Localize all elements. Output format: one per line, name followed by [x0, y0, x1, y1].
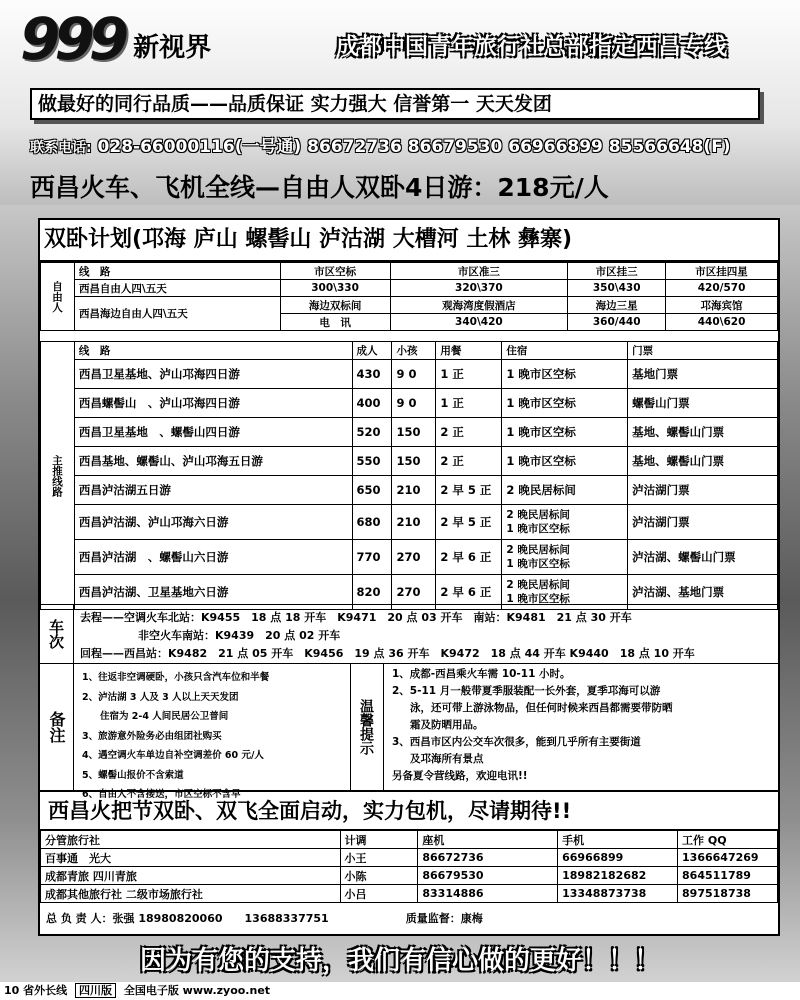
- route-ticket: 泸沽湖、基地门票: [628, 575, 778, 610]
- agency-cell: 13348873738: [558, 885, 678, 903]
- route-stay-line: 2 晚民居标间: [506, 509, 570, 521]
- route-stay-line: 2 晚民居标间: [506, 544, 570, 556]
- footer-site: 全国电子版 www.zyoo.net: [123, 984, 271, 997]
- route-stay-line: 1 晚市区空标: [506, 558, 570, 570]
- routes-header-cell: 用餐: [436, 342, 502, 360]
- agency-table: [40, 830, 778, 903]
- free-header-cell: 市区空标: [280, 263, 390, 280]
- note-item: 6、自由人不含接送，市区空标不含早: [82, 789, 241, 800]
- route-meal: 2 正: [436, 447, 502, 476]
- route-row: [41, 447, 778, 476]
- agency-cell: 864511789: [678, 867, 778, 885]
- agency-header-cell: 计调: [340, 831, 418, 849]
- footer: [0, 982, 800, 1000]
- route-row: [41, 389, 778, 418]
- route-adult-price: 680: [352, 505, 392, 540]
- route-stay-line: 2 晚民居标间: [506, 579, 570, 591]
- free-cell: 420/570: [666, 280, 778, 297]
- route-stay-line: 1 晚市区空标: [506, 523, 570, 535]
- route-child-price: 210: [392, 505, 436, 540]
- route-adult-price: 770: [352, 540, 392, 575]
- train-schedule: [40, 604, 778, 664]
- route-adult-price: 550: [352, 447, 392, 476]
- free-cell: 440\620: [666, 314, 778, 331]
- tip-item: 3、西昌市区内公交车次很多，能到几乎所有主要街道: [392, 736, 641, 748]
- route-meal: 1 正: [436, 360, 502, 389]
- route-name: 西昌泸沽湖五日游: [74, 476, 352, 505]
- route-meal: 2 早 5 正: [436, 476, 502, 505]
- tips-list: [392, 666, 776, 785]
- route-meal: 2 正: [436, 418, 502, 447]
- note-item: 5、螺髻山报价不含索道: [82, 769, 184, 781]
- route-meal: 2 早 5 正: [436, 505, 502, 540]
- routes-header-cell: 门票: [628, 342, 778, 360]
- agency-cell: 66966899: [558, 849, 678, 867]
- free-cell: 海边双标间: [280, 297, 390, 314]
- route-ticket: 基地、螺髻山门票: [628, 418, 778, 447]
- agency-cell: 83314886: [418, 885, 558, 903]
- contact-label: 联系电话:: [30, 140, 92, 156]
- free-cell: 海边三星: [568, 297, 666, 314]
- contact-line: [30, 132, 731, 157]
- itinerary-frame: [38, 218, 780, 936]
- free-cell: 邛海宾馆: [666, 297, 778, 314]
- agency-cell: 小吕: [340, 885, 418, 903]
- route-stay: [502, 540, 628, 575]
- route-row: [41, 360, 778, 389]
- route-child-price: 210: [392, 476, 436, 505]
- free-cell: 300\330: [280, 280, 390, 297]
- route-meal: 2 早 6 正: [436, 540, 502, 575]
- contact-numbers: 028-66000116(一号通) 86672736 86679530 66966899 85566648(F): [97, 137, 731, 157]
- route-name: 西昌卫星基地 、螺髻山四日游: [74, 418, 352, 447]
- agency-row: [41, 867, 778, 885]
- agency-cell: 百事通 光大: [41, 849, 341, 867]
- route-adult-price: 430: [352, 360, 392, 389]
- route-name: 西昌螺髻山 、泸山邛海四日游: [74, 389, 352, 418]
- notes-section: [40, 664, 778, 800]
- route-stay: 2 晚民居标间: [502, 476, 628, 505]
- agency-cell: 成都其他旅行社 二级市场旅行社: [41, 885, 341, 903]
- logo-number: 999: [20, 5, 124, 73]
- section-label-routes: 主推线路: [41, 342, 75, 610]
- tip-item: 及邛海所有景点: [410, 753, 484, 765]
- agency-cell: 897518738: [678, 885, 778, 903]
- route-adult-price: 400: [352, 389, 392, 418]
- route-name: 西昌基地、螺髻山、泸山邛海五日游: [74, 447, 352, 476]
- route-ticket: 泸沽湖门票: [628, 476, 778, 505]
- tip-item: 泳，还可带上游泳物品，但任何时候来西昌都需要带防晒: [410, 702, 673, 714]
- route-child-price: 270: [392, 540, 436, 575]
- route-child-price: 9 0: [392, 360, 436, 389]
- note-item: 4、遇空调火车单边自补空调差价 60 元/人: [82, 750, 264, 761]
- plan-title: 双卧计划(邛海 庐山 螺髻山 泸沽湖 大槽河 土林 彝寨): [40, 220, 778, 262]
- route-ticket: 基地门票: [628, 360, 778, 389]
- agency-cell: 18982182682: [558, 867, 678, 885]
- main-routes-table: [40, 341, 778, 610]
- routes-header-cell: 住宿: [502, 342, 628, 360]
- note-item: 住宿为 2-4 人间民居公卫普间: [100, 711, 229, 722]
- route-meal: 1 正: [436, 389, 502, 418]
- tip-item: 2、5-11 月一般带夏季服装配一长外套，夏季邛海可以游: [392, 685, 661, 697]
- tip-item: 另备夏令营线路，欢迎电讯!!: [392, 770, 528, 782]
- route-child-price: 270: [392, 575, 436, 610]
- route-stay-line: 1 晚市区空标: [506, 593, 570, 605]
- free-header-cell: 线 路: [74, 263, 280, 280]
- route-ticket: 泸沽湖门票: [628, 505, 778, 540]
- agency-header-cell: 分管旅行社: [41, 831, 341, 849]
- headline-price: 西昌火车、飞机全线—自由人双卧4日游：218元/人: [30, 173, 609, 202]
- free-cell: 360/440: [568, 314, 666, 331]
- agency-cell: 1366647269: [678, 849, 778, 867]
- footer-region: 四川版: [75, 983, 116, 998]
- route-name: 西昌泸沽湖 、螺髻山六日游: [74, 540, 352, 575]
- route-ticket: 基地、螺髻山门票: [628, 447, 778, 476]
- header: [0, 0, 800, 205]
- section-label-tips: 温馨提示: [350, 664, 384, 790]
- quality-bar: 做最好的同行品质——品质保证 实力强大 信誉第一 天天发团: [30, 88, 760, 120]
- section-label-trains: 车次: [40, 605, 74, 663]
- free-cell: 西昌海边自由人四\五天: [74, 297, 280, 331]
- route-name: 西昌卫星基地、泸山邛海四日游: [74, 360, 352, 389]
- note-item: 1、往返非空调硬卧，小孩只含汽车位和半餐: [82, 672, 270, 683]
- free-header-cell: 市区挂三: [568, 263, 666, 280]
- agency-cell: 小陈: [340, 867, 418, 885]
- route-adult-price: 520: [352, 418, 392, 447]
- routes-header-cell: 小孩: [392, 342, 436, 360]
- route-name: 西昌泸沽湖、泸山邛海六日游: [74, 505, 352, 540]
- free-traveler-table: [40, 262, 778, 331]
- route-adult-price: 820: [352, 575, 392, 610]
- route-row: [41, 505, 778, 540]
- note-item: 3、旅游意外险务必由组团社购买: [82, 730, 222, 742]
- notes-list: [82, 668, 382, 805]
- route-child-price: 150: [392, 447, 436, 476]
- festival-banner: 西昌火把节双卧、双飞全面启动，实力包机，尽请期待!!: [40, 790, 778, 830]
- route-child-price: 9 0: [392, 389, 436, 418]
- agency-header-cell: 手机: [558, 831, 678, 849]
- route-row: [41, 418, 778, 447]
- route-stay: 1 晚市区空标: [502, 447, 628, 476]
- agency-cell: 成都青旅 四川青旅: [41, 867, 341, 885]
- free-cell: 340\420: [390, 314, 568, 331]
- route-meal: 2 早 6 正: [436, 575, 502, 610]
- free-cell: 西昌自由人四\五天: [74, 280, 280, 297]
- free-header-cell: 市区挂四星: [666, 263, 778, 280]
- agency-cell: 小王: [340, 849, 418, 867]
- logo: [20, 5, 212, 73]
- route-stay: 1 晚市区空标: [502, 418, 628, 447]
- route-stay: 1 晚市区空标: [502, 360, 628, 389]
- agency-row: [41, 849, 778, 867]
- train-outbound: 去程——空调火车北站：K9455 18 点 18 开车 K9471 20 点 03 开车 南站：K9481 21 点 30 开车: [80, 611, 632, 624]
- route-stay: [502, 505, 628, 540]
- agency-cell: 86679530: [418, 867, 558, 885]
- route-child-price: 150: [392, 418, 436, 447]
- tip-item: 1、成都-西昌乘火车需 10-11 小时。: [392, 668, 571, 680]
- header-slogan: 成都中国青年旅行社总部指定西昌专线: [336, 34, 727, 60]
- section-label-free: 自由人: [41, 263, 75, 331]
- agency-header-cell: 工作 QQ: [678, 831, 778, 849]
- free-cell: 电 讯: [280, 314, 390, 331]
- train-return: 回程——西昌站：K9482 21 点 05 开车 K9456 19 点 36 开车 K9472 18 点 44 开车 K9440 18 点 10 开车: [80, 647, 695, 660]
- footer-page: 10 省外长线: [4, 984, 68, 997]
- routes-header-cell: 成人: [352, 342, 392, 360]
- section-label-notes: 备注: [40, 664, 74, 790]
- free-cell: 320\370: [390, 280, 568, 297]
- note-item: 2、泸沽湖 3 人及 3 人以上天天发团: [82, 691, 239, 703]
- route-name: 西昌泸沽湖、卫星基地六日游: [74, 575, 352, 610]
- route-ticket: 螺髻山门票: [628, 389, 778, 418]
- route-adult-price: 650: [352, 476, 392, 505]
- free-cell: 观海湾度假酒店: [390, 297, 568, 314]
- train-outbound-nonac: 非空火车南站：K9439 20 点 02 开车: [138, 629, 341, 642]
- chief-contact: 总 负 责 人：张强 18980820060 13688337751 质量监督：康梅: [46, 912, 483, 925]
- route-stay: 1 晚市区空标: [502, 389, 628, 418]
- route-row: [41, 540, 778, 575]
- logo-text: 新视界: [133, 33, 212, 63]
- free-header-cell: 市区准三: [390, 263, 568, 280]
- tip-item: 霜及防晒用品。: [410, 719, 484, 731]
- free-cell: 350\430: [568, 280, 666, 297]
- agency-cell: 86672736: [418, 849, 558, 867]
- route-ticket: 泸沽湖、螺髻山门票: [628, 540, 778, 575]
- route-row: [41, 476, 778, 505]
- routes-header-cell: 线 路: [74, 342, 352, 360]
- closing-slogan: 因为有您的支持，我们有信心做的更好！！！: [139, 946, 660, 976]
- agency-header-cell: 座机: [418, 831, 558, 849]
- agency-row: [41, 885, 778, 903]
